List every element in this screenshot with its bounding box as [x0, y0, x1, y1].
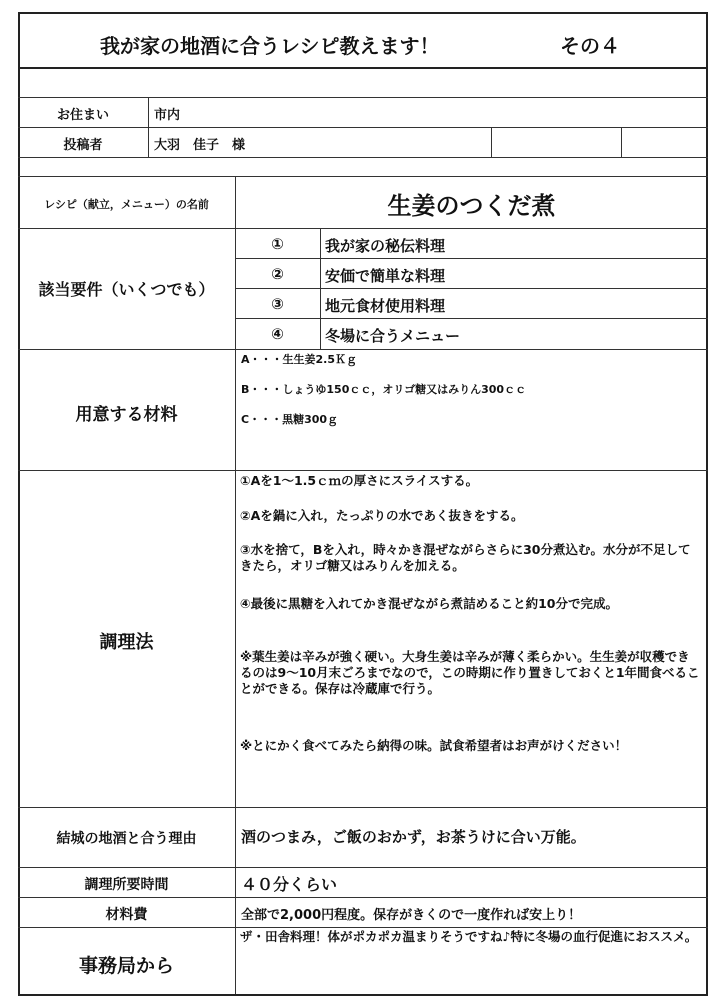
ingredient-line: C・・・黒糖300ｇ	[241, 413, 339, 426]
office-value: ザ・田舎料理！体がポカポカ温まりそうですね♪特に冬場の血行促進におススメ。	[240, 929, 698, 944]
page-title: 我が家の地酒に合うレシピ教えます！	[100, 34, 440, 58]
requirement-mark: ③	[271, 295, 284, 313]
rule-title-bottom	[18, 67, 708, 69]
rule	[18, 897, 708, 898]
requirements-label: 該当要件（いくつでも）	[38, 280, 215, 299]
reason-value: 酒のつまみ，ご飯のおかず，お茶うけに合い万能。	[241, 828, 586, 846]
reason-label: 結城の地酒と合う理由	[56, 831, 197, 847]
office-label: 事務局から	[78, 955, 174, 977]
method-step: ④最後に黒糖を入れてかき混ぜながら煮詰めること約10分で完成。	[240, 596, 618, 611]
requirement-text: 安価で簡単な料理	[325, 267, 446, 285]
method-step: ③水を捨て，Bを入れ，時々かき混ぜながらさらに30分煮込む。水分が不足してきたら，オリゴ糖又はみりんを加える。	[240, 542, 691, 573]
poster-value: 大羽 佳子 様	[154, 138, 246, 153]
requirement-text: 我が家の秘伝料理	[325, 237, 446, 255]
method-note: ※とにかく食べてみたら納得の味。試食希望者はお声がけください！	[240, 738, 628, 753]
ingredient-line: A・・・生生姜2.5Ｋｇ	[241, 353, 357, 366]
ingredients-label: 用意する材料	[75, 405, 178, 425]
requirement-mark: ②	[271, 265, 284, 283]
rule	[18, 157, 708, 158]
requirement-text: 冬場に合うメニュー	[325, 327, 461, 345]
rule	[235, 288, 708, 289]
col-divider	[320, 228, 321, 349]
requirement-mark: ④	[271, 325, 284, 343]
rule	[235, 258, 708, 259]
time-value: ４０分くらい	[241, 875, 338, 894]
rule	[235, 318, 708, 319]
col-divider	[491, 127, 492, 157]
time-label: 調理所要時間	[84, 877, 169, 893]
address-label: お住まい	[56, 108, 109, 123]
method-note: ※葉生姜は辛みが強く硬い。大身生姜は辛みが薄く柔らかい。生生姜が収穫できるのは9～10月末ごろまでなので，この時期に作り置きしておくと1年間食べることができる。保存は冷蔵庫で行う。	[240, 649, 700, 696]
rule	[18, 927, 708, 928]
poster-label: 投稿者	[63, 138, 103, 153]
recipe-name-value: 生姜のつくだ煮	[387, 192, 556, 220]
form-frame	[18, 12, 708, 996]
rule	[18, 97, 708, 98]
rule	[18, 228, 708, 229]
rule	[18, 127, 708, 128]
ingredient-line: B・・・しょうゆ150ｃｃ，オリゴ糖又はみりん300ｃｃ	[241, 383, 527, 396]
rule	[18, 867, 708, 868]
cost-value: 全部で2,000円程度。保存がきくので一度作れば安上り！	[241, 908, 582, 923]
cost-label: 材料費	[105, 907, 148, 923]
rule	[18, 470, 708, 471]
requirement-mark: ①	[271, 235, 284, 253]
rule	[18, 807, 708, 808]
address-value: 市内	[154, 108, 181, 123]
rule	[18, 349, 708, 350]
col-divider	[621, 127, 622, 157]
recipe-name-label: レシピ（献立，メニュー）の名前	[44, 198, 209, 211]
rule	[18, 176, 708, 177]
method-step: ①Aを1～1.5ｃｍの厚さにスライスする。	[240, 473, 479, 488]
method-step: ②Aを鍋に入れ，たっぷりの水であく抜きをする。	[240, 508, 524, 523]
part-number: その４	[560, 34, 620, 58]
col-divider	[148, 97, 149, 157]
method-label: 調理法	[99, 632, 154, 653]
requirement-text: 地元食材使用料理	[325, 297, 446, 315]
